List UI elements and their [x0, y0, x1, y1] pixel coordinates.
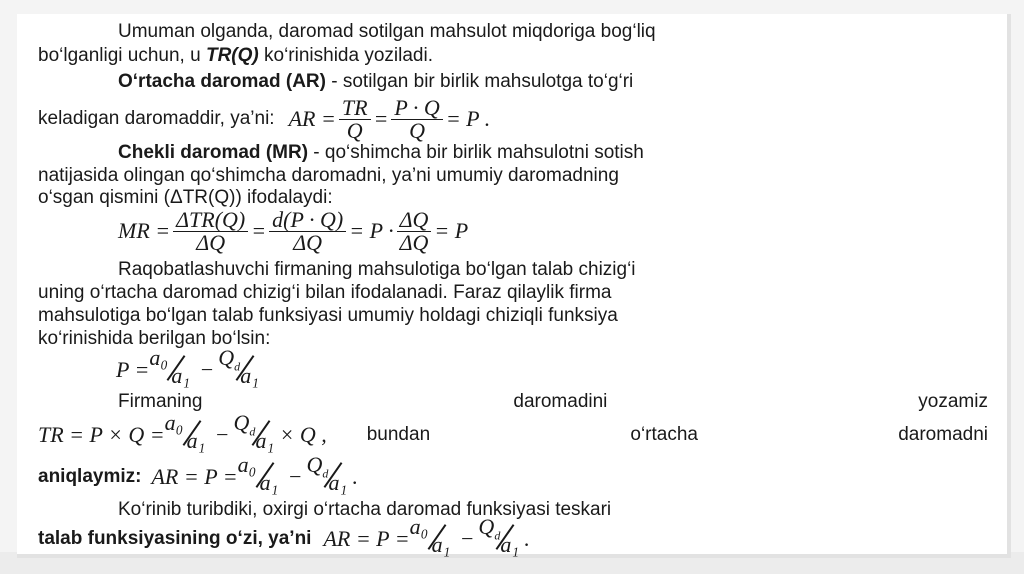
- text: Raqobatlashuvchi firmaning mahsulotiga bo‘lgan talab chizig‘i: [118, 259, 636, 280]
- text: - sotilgan bir birlik mahsulotga to‘g‘ri: [325, 71, 634, 92]
- numerator: d(P · Q): [269, 209, 346, 232]
- denominator: ΔQ: [399, 229, 429, 255]
- fraction: [269, 206, 346, 255]
- math: TR = P × Q =: [38, 422, 165, 447]
- text: ko‘rinishida berilgan bo‘lsin:: [38, 328, 271, 349]
- denominator: Q: [346, 117, 363, 143]
- denominator: a₁: [240, 363, 259, 388]
- text: aniqlaymiz:: [38, 466, 142, 487]
- denominator: a₁: [328, 470, 348, 495]
- numerator: ΔTR(Q): [173, 209, 248, 232]
- math: × Q ,: [279, 422, 327, 447]
- math: = P: [434, 218, 469, 243]
- subscript: d: [249, 424, 256, 439]
- numerator: a₀: [149, 345, 169, 370]
- slash-fraction: [306, 452, 352, 496]
- slash-fraction: [237, 452, 284, 496]
- paragraph-line: [38, 142, 988, 164]
- slash-fraction: [233, 410, 280, 454]
- paragraph-line: [38, 499, 988, 521]
- math: P =: [116, 357, 150, 382]
- text: bundan: [366, 424, 431, 445]
- denominator: ΔQ: [293, 229, 323, 255]
- text: Firmaning: [118, 391, 203, 412]
- math: −: [199, 357, 215, 382]
- paragraph-line: [38, 165, 988, 187]
- text: bo‘lganligi uchun, u: [38, 45, 206, 66]
- paragraph-line: [38, 71, 988, 93]
- math: MR =: [118, 218, 171, 243]
- paragraph-line: [38, 21, 988, 43]
- math: −: [214, 422, 230, 447]
- numerator: P · Q: [391, 97, 442, 120]
- denominator: ΔQ: [196, 229, 226, 255]
- math: AR = P =: [151, 464, 238, 489]
- math: .: [524, 526, 530, 551]
- slash-fraction: [218, 345, 264, 389]
- slide: [17, 14, 1011, 558]
- justified-words: [327, 424, 988, 446]
- subscript: d: [322, 466, 329, 481]
- slash-fraction: [409, 514, 456, 558]
- denominator: a₁: [255, 428, 275, 453]
- term-average-revenue: O‘rtacha daromad (AR): [118, 71, 326, 92]
- subscript: d: [234, 359, 241, 374]
- numerator: Q: [233, 410, 250, 435]
- formula-line-ar3: [38, 514, 988, 559]
- paragraph-line: [38, 45, 988, 67]
- fraction: [391, 94, 442, 143]
- fraction: [397, 206, 432, 255]
- text: mahsulotiga bo‘lgan talab funksiyasi umumiy holdagi chiziqli funksiya: [38, 305, 618, 326]
- math: = P ·: [349, 218, 394, 243]
- subscript: d: [494, 528, 501, 543]
- text: Ko‘rinib turibdiki, oxirgi o‘rtacha daromad funksiyasi teskari: [118, 499, 612, 520]
- math: =: [373, 106, 389, 131]
- text: TR(Q): [205, 45, 259, 66]
- formula-line-demand: [38, 345, 988, 389]
- math: −: [287, 464, 303, 489]
- text: yozamiz: [918, 391, 988, 412]
- paragraph-line: [38, 259, 988, 281]
- denominator: a₁: [186, 428, 206, 453]
- text: o‘sgan qismini (ΔTR(Q)) ifodalaydi:: [38, 187, 333, 208]
- text: uning o‘rtacha daromad chizig‘i bilan ifodalanadi. Faraz qilaylik firma: [38, 282, 612, 303]
- denominator: a₁: [259, 470, 279, 495]
- math: .: [352, 464, 358, 489]
- formula-line-ar: [38, 94, 988, 144]
- slash-fraction: [149, 345, 195, 389]
- fraction: [339, 94, 371, 143]
- paragraph-line: [38, 328, 988, 350]
- numerator: ΔQ: [397, 209, 432, 232]
- text: talab funksiyasining o‘zi, ya’ni: [38, 528, 312, 549]
- math: AR = P =: [323, 526, 410, 551]
- text: natijasida olingan qo‘shimcha daromadni, ya’ni umumiy daromadning: [38, 165, 619, 186]
- formula-line-ar2: [38, 452, 988, 497]
- text: - qo‘shimcha bir birlik mahsulotni sotish: [308, 142, 644, 163]
- denominator: a₁: [431, 532, 451, 557]
- numerator: TR: [339, 97, 371, 120]
- text: daromadini: [513, 391, 608, 412]
- paragraph-line: [38, 305, 988, 327]
- numerator: Q: [478, 514, 495, 539]
- term-marginal-revenue: Chekli daromad (MR): [118, 142, 309, 163]
- text-page: [38, 21, 988, 557]
- denominator: a₁: [500, 532, 520, 557]
- text: daromadni: [898, 424, 988, 445]
- text: ko‘rinishida yoziladi.: [258, 45, 433, 66]
- formula-line-mr: [38, 205, 988, 257]
- fraction: [173, 206, 248, 255]
- numerator: a₀: [409, 514, 429, 539]
- numerator: Q: [218, 345, 235, 370]
- math: −: [459, 526, 475, 551]
- text: Umuman olganda, daromad sotilgan mahsulot miqdoriga bog‘liq: [118, 21, 656, 42]
- denominator: a₁: [171, 363, 191, 388]
- denominator: Q: [409, 117, 426, 143]
- text: keladigan daromaddir, ya’ni:: [38, 108, 275, 129]
- slash-fraction: [478, 514, 524, 558]
- text: o‘rtacha: [630, 424, 698, 445]
- math: = P .: [445, 106, 491, 131]
- numerator: Q: [306, 452, 323, 477]
- numerator: a₀: [237, 452, 257, 477]
- math: AR =: [288, 106, 336, 131]
- math: =: [251, 218, 267, 243]
- formula-line-tr: [38, 410, 988, 455]
- numerator: a₀: [164, 410, 184, 435]
- slash-fraction: [164, 410, 211, 454]
- paragraph-line: [38, 282, 988, 304]
